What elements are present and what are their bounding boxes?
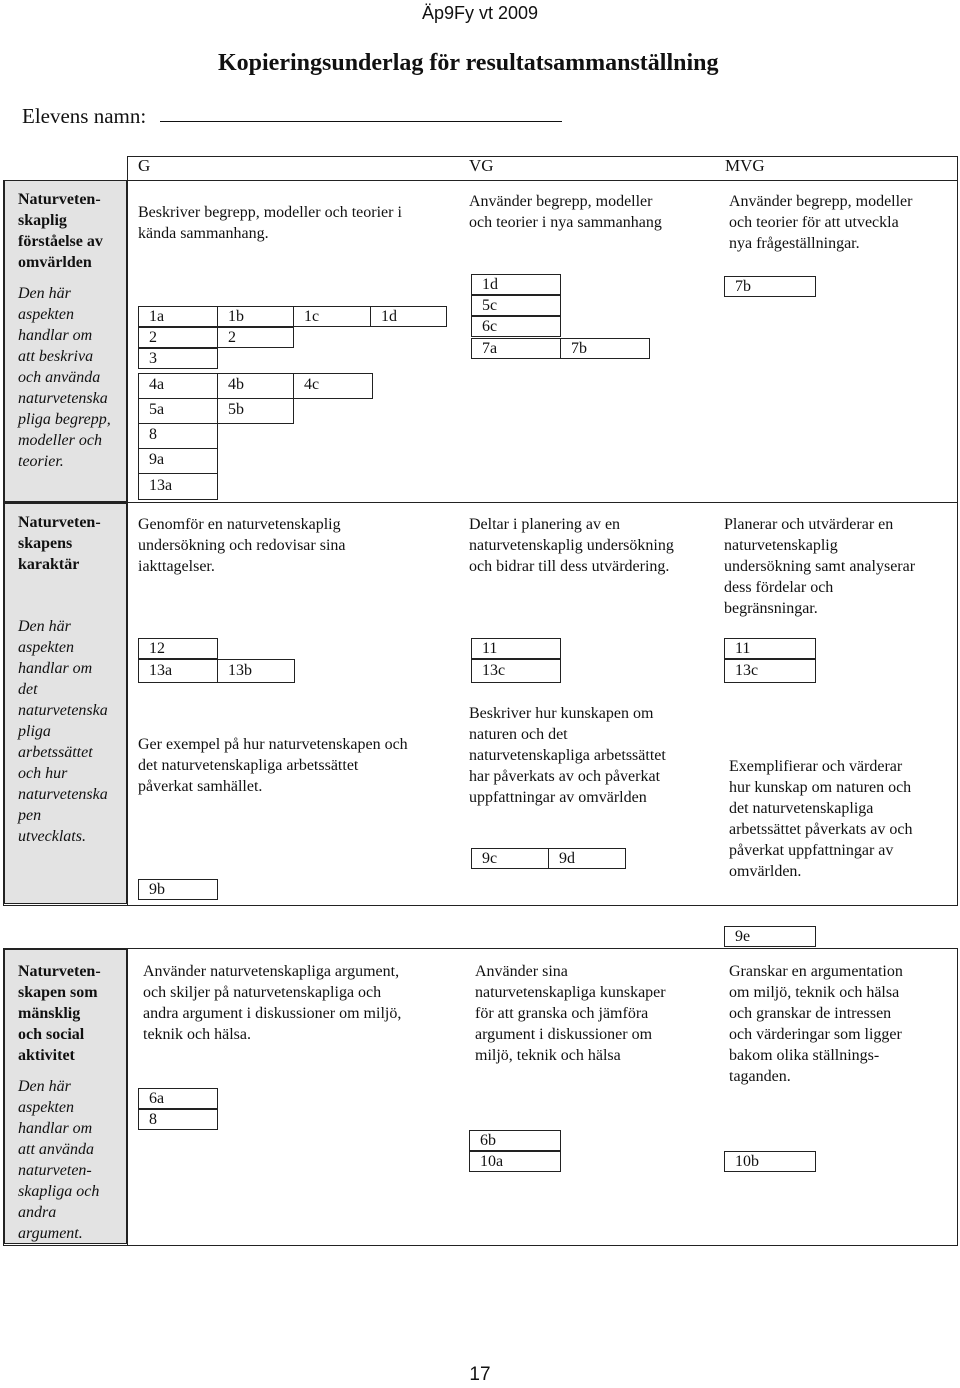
document-code: Äp9Fy vt 2009 bbox=[421, 3, 539, 23]
section-1-g-criterion: Beskriver begrepp, modeller och teorier i kända sammanhang. bbox=[138, 204, 402, 242]
section-3-g-criterion: Använder naturvetenskapliga argument, och skiljer på naturvetenskapliga och andra argument i diskussioner om miljö, teknik och hälsa. bbox=[143, 963, 402, 1043]
task-cell: 1c bbox=[293, 306, 371, 327]
student-name-label: Elevens namn: bbox=[22, 104, 147, 128]
task-cell: 5b bbox=[217, 398, 294, 424]
task-cell: 9a bbox=[138, 448, 218, 474]
column-header-vg: VG bbox=[469, 156, 494, 175]
task-cell: 7b bbox=[560, 338, 650, 359]
section-2-g-criterion: Genomför en naturvetenskaplig undersökning och redovisar sina iakttagelser. bbox=[138, 516, 346, 575]
section-divider bbox=[3, 502, 957, 503]
task-cell: 1d bbox=[370, 306, 447, 327]
column-divider bbox=[127, 948, 128, 1245]
column-header-row bbox=[127, 156, 958, 181]
section-2-mvg-criterion: Planerar och utvärderar en naturvetenskaplig undersökning samt analyserar dess fördelar och begränsningar. bbox=[724, 516, 916, 617]
task-cell: 9d bbox=[548, 848, 626, 869]
section-2-g-criterion-2: Ger exempel på hur naturvetenskapen och det naturvetenskapliga arbetssättet påverkat samhället. bbox=[138, 736, 408, 795]
task-cell: 13b bbox=[217, 659, 295, 683]
section-3-mvg-criterion: Granskar en argumentation om miljö, teknik och hälsa och granskar de intressen och värderingar som ligger bakom olika ställnings- taganden. bbox=[729, 963, 903, 1085]
column-header-mvg: MVG bbox=[725, 156, 765, 175]
task-cell: 4c bbox=[293, 373, 373, 399]
task-cell: 7a bbox=[471, 338, 561, 359]
column-header-g: G bbox=[138, 156, 151, 175]
section-2-vg-criterion-2: Beskriver hur kunskapen om naturen och det naturvetenskapliga arbetssättet har påverkats av och påverkat uppfattningar av omvärlden bbox=[469, 705, 666, 806]
task-cell: 4b bbox=[217, 373, 294, 399]
section-3-title: Naturveten- skapen som mänsklig och social aktivitet bbox=[18, 963, 101, 1064]
task-cell: 2 bbox=[217, 327, 294, 348]
section-3-aspect bbox=[4, 949, 127, 1244]
section-3-description: Den här aspekten handlar om att använda naturveten- skapliga och andra argument. bbox=[18, 1078, 100, 1242]
task-cell: 13a bbox=[138, 659, 218, 683]
task-cell: 10b bbox=[724, 1151, 816, 1172]
task-cell: 13a bbox=[138, 473, 218, 500]
task-cell: 8 bbox=[138, 423, 218, 449]
page-number: 17 bbox=[469, 1364, 491, 1385]
task-cell: 8 bbox=[138, 1109, 218, 1130]
task-cell: 5c bbox=[471, 295, 561, 316]
task-cell: 9c bbox=[471, 848, 549, 869]
task-cell: 5a bbox=[138, 398, 218, 424]
task-cell: 11 bbox=[724, 638, 816, 659]
section-1-mvg-criterion: Använder begrepp, modeller och teorier för att utveckla nya frågeställningar. bbox=[729, 193, 913, 252]
section-2-aspect bbox=[4, 503, 127, 904]
task-cell: 12 bbox=[138, 638, 218, 659]
section-1-description: Den här aspekten handlar om att beskriva och använda naturvetenska pliga begrepp, modeller och teorier. bbox=[18, 285, 111, 470]
task-cell: 1d bbox=[471, 274, 561, 295]
task-cell: 10a bbox=[469, 1151, 561, 1172]
section-2-mvg-criterion-2: Exemplifierar och värderar hur kunskap om naturen och det naturvetenskapliga arbetssättet påverkats av och påverkat uppfattningar av omvärlden. bbox=[729, 758, 913, 880]
student-name-line bbox=[160, 121, 562, 122]
task-cell: 6c bbox=[471, 316, 561, 337]
task-cell: 3 bbox=[138, 348, 218, 369]
section-2-title: Naturveten- skapens karaktär bbox=[18, 514, 101, 573]
task-cell: 4a bbox=[138, 373, 218, 399]
task-cell: 6b bbox=[469, 1130, 561, 1151]
task-cell: 6a bbox=[138, 1088, 218, 1109]
task-cell: 11 bbox=[471, 638, 561, 659]
task-cell: 13c bbox=[724, 659, 816, 683]
task-cell: 2 bbox=[138, 327, 218, 348]
section-1-title: Naturveten- skaplig förståelse av omvärlden bbox=[18, 191, 103, 271]
task-cell: 7b bbox=[724, 276, 816, 297]
task-cell: 13c bbox=[471, 659, 561, 683]
section-2-vg-criterion: Deltar i planering av en naturvetenskaplig undersökning och bidrar till dess utvärdering. bbox=[469, 516, 674, 575]
task-cell: 9e bbox=[724, 926, 816, 947]
section-1-aspect bbox=[4, 180, 127, 502]
section-3-vg-criterion: Använder sina naturvetenskapliga kunskaper för att granska och jämföra argument i diskussioner om miljö, teknik och hälsa bbox=[475, 963, 666, 1064]
task-cell: 9b bbox=[138, 879, 218, 900]
column-divider bbox=[127, 156, 128, 905]
page-title: Kopieringsunderlag för resultatsammanställning bbox=[218, 50, 719, 76]
task-cell: 1b bbox=[217, 306, 294, 327]
section-2-description: Den här aspekten handlar om det naturvetenska pliga arbetssättet och hur naturvetenska pen utvecklats. bbox=[18, 618, 108, 845]
task-cell: 1a bbox=[138, 306, 218, 327]
section-1-vg-criterion: Använder begrepp, modeller och teorier i nya sammanhang bbox=[469, 193, 662, 231]
